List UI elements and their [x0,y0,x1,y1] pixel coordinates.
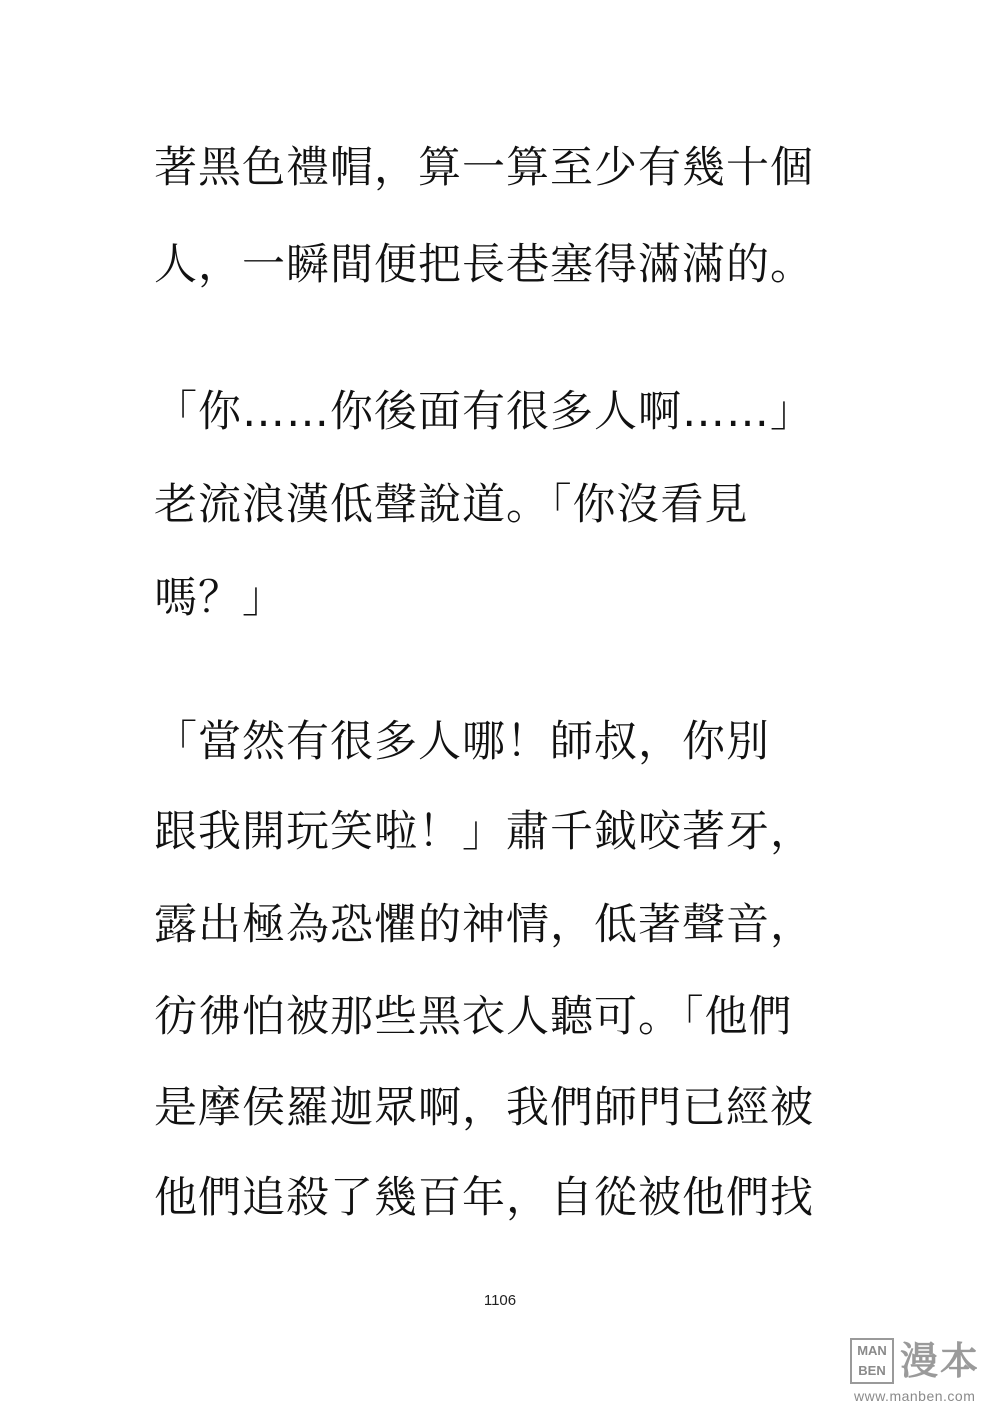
text-line-6: 「當然有很多人哪！師叔，你別 [154,717,770,767]
text-line-5: 嗎？」 [154,573,286,623]
text-line-10: 是摩侯羅迦眾啊，我們師門已經被 [154,1083,814,1133]
watermark [850,1338,992,1408]
text-line-9: 彷彿怕被那些黑衣人聽可。「他們 [154,992,793,1042]
watermark-logo-bottom: BEN [858,1363,886,1378]
text-line-7: 跟我開玩笑啦！」肅千鉞咬著牙， [154,807,814,857]
page-number: 1106 [483,1292,517,1309]
text-line-11: 他們追殺了幾百年，自從被他們找 [154,1173,814,1223]
watermark-text: 漫本 [900,1339,981,1383]
watermark-logo-icon [850,1338,894,1384]
watermark-logo-top: MAN [857,1343,887,1358]
text-line-8: 露出極為恐懼的神情，低著聲音， [154,900,814,950]
text-line-2: 人，一瞬間便把長巷塞得滿滿的。 [154,240,814,290]
watermark-url: www.manben.com [854,1388,976,1404]
text-line-1: 著黑色禮帽，算一算至少有幾十個 [154,143,814,193]
text-line-3: 「你……你後面有很多人啊……」 [154,387,814,437]
text-line-4: 老流浪漢低聲說道。「你沒看見 [154,480,749,530]
